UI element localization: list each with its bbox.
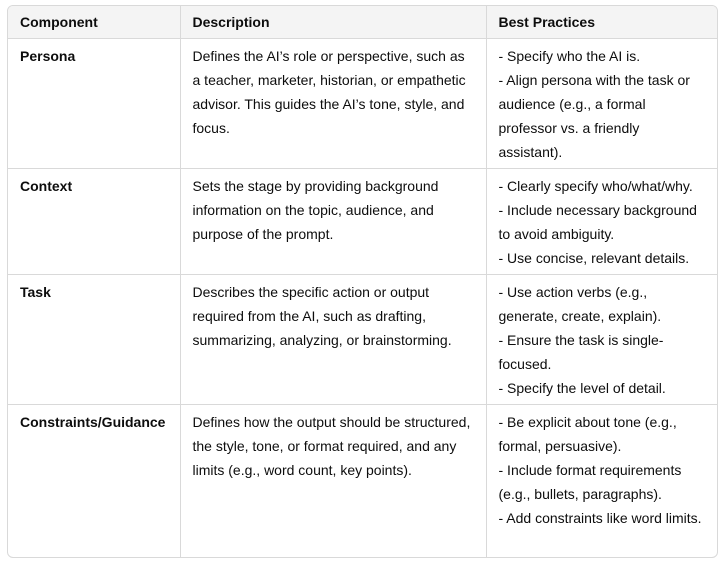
row-component: Context [8,169,180,275]
table-row [8,169,717,275]
practice-item: - Use action verbs (e.g., generate, create, explain). [498,284,662,324]
row-description: Defines the AI’s role or perspective, such as a teacher, marketer, historian, or empathetic advisor. This guides the AI’s tone, style, and focus. [180,39,486,169]
row-component: Persona [8,39,180,169]
table-header [8,6,717,39]
prompt-components-table [8,6,717,557]
header-row [8,6,717,39]
table-row [8,405,717,557]
practice-item: - Include necessary background to avoid ambiguity. [498,202,697,242]
header-component: Component [8,6,180,39]
row-description: Defines how the output should be structured, the style, tone, or format required, and any limits (e.g., word count, key points). [180,405,486,557]
table-body [8,39,717,557]
practice-item: - Be explicit about tone (e.g., formal, persuasive). [498,414,677,454]
practice-item: - Use concise, relevant details. [498,250,690,266]
header-best-practices: Best Practices [486,6,717,39]
row-description: Sets the stage by providing background information on the topic, audience, and purpose of the prompt. [180,169,486,275]
row-component: Task [8,275,180,405]
row-component: Constraints/Guidance [8,405,180,557]
practice-item: - Ensure the task is single-focused. [498,332,664,372]
prompt-components-table-container [7,5,718,558]
practice-item: - Specify who the AI is. [498,48,641,64]
table-row [8,275,717,405]
table-row [8,39,717,169]
practice-item: - Clearly specify who/what/why. [498,178,693,194]
practice-item: - Include format requirements (e.g., bullets, paragraphs). [498,462,682,502]
row-practices [486,275,717,405]
row-description: Describes the specific action or output required from the AI, such as drafting, summarizing, analyzing, or brainstorming. [180,275,486,405]
row-practices [486,405,717,557]
header-description: Description [180,6,486,39]
row-practices [486,169,717,275]
practice-item: - Add constraints like word limits. [498,510,702,526]
practice-item: - Align persona with the task or audience (e.g., a formal professor vs. a friendly assistant). [498,72,690,160]
row-practices [486,39,717,169]
practice-item: - Specify the level of detail. [498,380,666,396]
